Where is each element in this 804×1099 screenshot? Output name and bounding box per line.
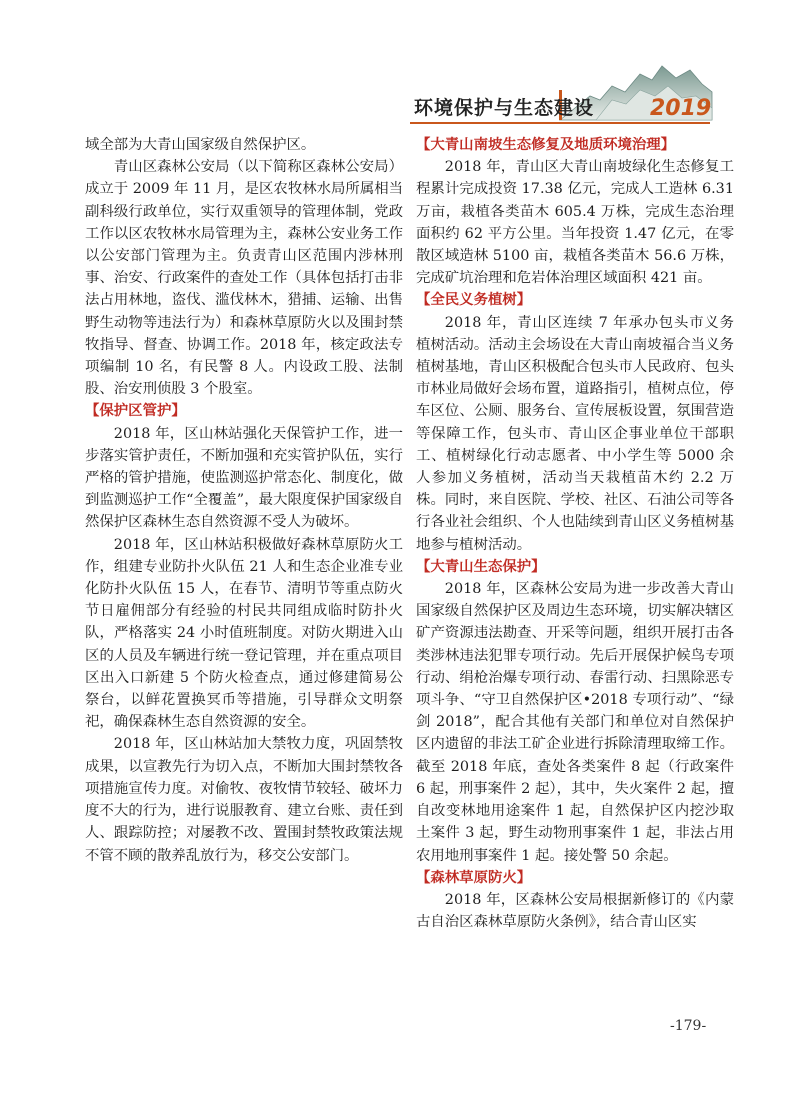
- body-paragraph: 2018 年，区森林公安局为进一步改善大青山国家级自然保护区及周边生态环境，切实解决辖区矿产资源违法勘查、开采等问题，组织开展打击各类涉林违法犯罪专项行动。先后开展保护候鸟专项行动、绢枪治爆专项行动、春雷行动、扫黑除恶专项斗争、“守卫自然保护区•2018 专项行动”、“绿剑 2018”，配合其他有关部门和单位对自然保护区内遗留的非法工矿企业进行拆除清理取缔工作。截至 2018 年底，查处各类案件 8 起（行政案件 6 起，刑事案件 2 起），其中，失火案件 2 起，擅自改变林地用途案件 1 起，自然保护区内挖沙取土案件 3 起，野生动物刑事案件 1 起，非法占用农用地刑事案件 1 起。接处警 50 余起。: [416, 581, 734, 864]
- year-badge: 2019: [650, 96, 712, 121]
- body-paragraph: 2018 年，青山区大青山南坡绿化生态修复工程累计完成投资 17.38 亿元，完成人工造林 6.31 万亩，栽植各类苗木 605.4 万株，完成生态治理面积约 62 平方公里。当年投资 1.47 亿元，在零散区域造林 5100 亩，栽植各类苗木 56.6 万株，完成矿坑治理和危岩体治理区域面积 421 亩。: [416, 159, 734, 287]
- page-header: [0, 0, 804, 130]
- body-paragraph: 2018 年，区山林站强化天保管护工作，进一步落实管护责任，不断加强和充实管护队伍，实行严格的管护措施，使监测巡护常态化、制度化，做到监测巡护工作“全覆盖”，最大限度保护国家级自然保护区森林生态自然资源不受人为破坏。: [85, 425, 403, 531]
- body-paragraph: 2018 年，青山区连续 7 年承办包头市义务植树活动。活动主会场设在大青山南坡福合当义务植树基地，青山区积极配合包头市人民政府、包头市林业局做好会场布置，道路指引，植树点位，停车区位、公厕、服务台、宣传展板设置，氛围营造等保障工作，包头市、青山区企事业单位干部职工、植树绿化行动志愿者、中小学生等 5000 余人参加义务植树，活动当天栽植苗木约 2.2 万株。同时，来自医院、学校、社区、石油公司等各行各业社会组织、个人也陆续到青山区义务植树基地参与植树活动。: [416, 314, 734, 553]
- section-heading: 【保护区管护】: [85, 403, 186, 420]
- header-rule: [410, 122, 710, 124]
- right-column: [416, 134, 734, 933]
- section-heading: 【全民义务植树】: [416, 292, 532, 309]
- page-number: -179-: [670, 1018, 707, 1034]
- section-heading: 【大青山南坡生态修复及地质环境治理】: [416, 137, 676, 153]
- body-paragraph: 域全部为大青山国家级自然保护区。: [85, 137, 316, 153]
- section-heading: 【大青山生态保护】: [416, 558, 546, 575]
- body-paragraph: 2018 年，区森林公安局根据新修订的《内蒙古自治区森林草原防火条例》，结合青山区实: [416, 891, 734, 931]
- body-paragraph: 2018 年，区山林站加大禁牧力度，巩固禁牧成果，以宣教先行为切入点，不断加大围封禁牧各项措施宣传力度。对偷牧、夜牧情节较轻、破坏力度不大的行为，进行说服教育、建立台账、责任到人、跟踪防控；对屡教不改、置围封禁牧政策法规不管不顾的散养乱放行为，移交公安部门。: [85, 736, 403, 864]
- section-heading: 【森林草原防火】: [416, 869, 532, 886]
- body-paragraph: 青山区森林公安局（以下简称区森林公安局）成立于 2009 年 11 月，是区农牧林水局所属相当副科级行政单位，实行双重领导的管理体制，党政工作以区农牧林水局管理为主，森林公安业务工作以公安部门管理为主。负责青山区范围内涉林刑事、治安、行政案件的查处工作（具体包括打击非法占用林地，盗伐、滥伐林木，猎捕、运输、出售野生动物等违法行为）和森林草原防火以及围封禁牧指导、督查、协调工作。2018 年，核定政法专项编制 10 名，有民警 8 人。内设政工股、法制股、治安刑侦股 3 个股室。: [85, 159, 403, 398]
- section-title: 环境保护与生态建设: [414, 97, 595, 119]
- body-paragraph: 2018 年，区山林站积极做好森林草原防火工作，组建专业防扑火队伍 21 人和生态企业准专业化防扑火队伍 15 人，在春节、清明节等重点防火节日雇佣部分有经验的村民共同组成临时防扑火队，严格落实 24 小时值班制度。对防火期进入山区的人员及车辆进行统一登记管理，并在重点项目区出入口新建 5 个防火检查点，通过修建简易公祭台，以鲜花置换冥币等措施，引导群众文明祭祀，确保森林生态自然资源的安全。: [85, 536, 403, 731]
- left-column: [85, 134, 403, 867]
